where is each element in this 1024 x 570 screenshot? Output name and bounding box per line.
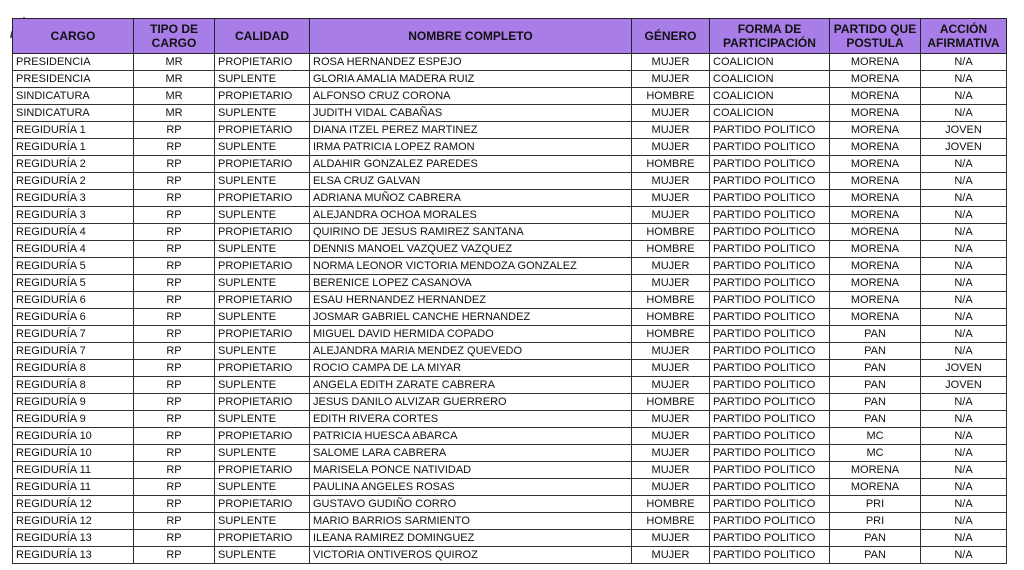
partido-cell: MORENA [830, 88, 921, 105]
cargo-cell: REGIDURÍA 8 [13, 377, 134, 394]
cargo-cell: REGIDURÍA 5 [13, 258, 134, 275]
accion-cell: N/A [921, 394, 1007, 411]
forma-cell: PARTIDO POLITICO [710, 479, 830, 496]
accion-cell: JOVEN [921, 122, 1007, 139]
tipo-cell: RP [134, 377, 215, 394]
forma-cell: PARTIDO POLITICO [710, 530, 830, 547]
partido-cell: MORENA [830, 173, 921, 190]
genero-cell: MUJER [632, 547, 710, 564]
nombre-cell: MARISELA PONCE NATIVIDAD [310, 462, 632, 479]
cargo-cell: REGIDURÍA 2 [13, 173, 134, 190]
table-row [13, 105, 1007, 122]
partido-cell: MC [830, 428, 921, 445]
partido-cell: MORENA [830, 190, 921, 207]
nombre-cell: DENNIS MANOEL VAZQUEZ VAZQUEZ [310, 241, 632, 258]
table-row [13, 513, 1007, 530]
partido-cell: PAN [830, 411, 921, 428]
header-calidad: CALIDAD [215, 19, 310, 54]
genero-cell: MUJER [632, 479, 710, 496]
forma-cell: PARTIDO POLITICO [710, 224, 830, 241]
nombre-cell: GLORIA AMALIA MADERA RUIZ [310, 71, 632, 88]
tipo-cell: RP [134, 445, 215, 462]
forma-cell: PARTIDO POLITICO [710, 173, 830, 190]
forma-cell: PARTIDO POLITICO [710, 309, 830, 326]
cargo-cell: REGIDURÍA 8 [13, 360, 134, 377]
tipo-cell: RP [134, 309, 215, 326]
tipo-cell: RP [134, 411, 215, 428]
forma-cell: PARTIDO POLITICO [710, 258, 830, 275]
nombre-cell: ESAU HERNANDEZ HERNANDEZ [310, 292, 632, 309]
nombre-cell: VICTORIA ONTIVEROS QUIROZ [310, 547, 632, 564]
table-row [13, 275, 1007, 292]
tipo-cell: RP [134, 292, 215, 309]
calidad-cell: PROPIETARIO [215, 292, 310, 309]
partido-cell: MORENA [830, 275, 921, 292]
nombre-cell: ALEJANDRA MARIA MENDEZ QUEVEDO [310, 343, 632, 360]
calidad-cell: SUPLENTE [215, 173, 310, 190]
genero-cell: HOMBRE [632, 326, 710, 343]
nombre-cell: ALDAHIR GONZALEZ PAREDES [310, 156, 632, 173]
forma-cell: COALICION [710, 88, 830, 105]
header-accion-afirmativa: ACCIÓN AFIRMATIVA [921, 19, 1007, 54]
genero-cell: HOMBRE [632, 394, 710, 411]
tipo-cell: RP [134, 326, 215, 343]
tipo-cell: RP [134, 530, 215, 547]
calidad-cell: PROPIETARIO [215, 224, 310, 241]
cargo-cell: REGIDURÍA 10 [13, 428, 134, 445]
tipo-cell: RP [134, 275, 215, 292]
nombre-cell: PAULINA ANGELES ROSAS [310, 479, 632, 496]
partido-cell: PAN [830, 394, 921, 411]
calidad-cell: PROPIETARIO [215, 190, 310, 207]
partido-cell: MORENA [830, 241, 921, 258]
forma-cell: PARTIDO POLITICO [710, 275, 830, 292]
tipo-cell: RP [134, 496, 215, 513]
table-row [13, 479, 1007, 496]
accion-cell: N/A [921, 547, 1007, 564]
calidad-cell: PROPIETARIO [215, 122, 310, 139]
genero-cell: HOMBRE [632, 309, 710, 326]
partido-cell: PAN [830, 547, 921, 564]
genero-cell: HOMBRE [632, 513, 710, 530]
table-row [13, 139, 1007, 156]
nombre-cell: MIGUEL DAVID HERMIDA COPADO [310, 326, 632, 343]
tipo-cell: MR [134, 105, 215, 122]
partido-cell: MORENA [830, 292, 921, 309]
calidad-cell: SUPLENTE [215, 105, 310, 122]
table-row [13, 309, 1007, 326]
accion-cell: N/A [921, 54, 1007, 71]
partido-cell: PAN [830, 326, 921, 343]
nombre-cell: BERENICE LOPEZ CASANOVA [310, 275, 632, 292]
genero-cell: MUJER [632, 377, 710, 394]
cargo-cell: REGIDURÍA 9 [13, 394, 134, 411]
table-row [13, 122, 1007, 139]
forma-cell: PARTIDO POLITICO [710, 428, 830, 445]
genero-cell: HOMBRE [632, 88, 710, 105]
genero-cell: MUJER [632, 139, 710, 156]
tipo-cell: RP [134, 513, 215, 530]
accion-cell: N/A [921, 105, 1007, 122]
partido-cell: MORENA [830, 479, 921, 496]
forma-cell: PARTIDO POLITICO [710, 445, 830, 462]
tipo-cell: RP [134, 343, 215, 360]
partido-cell: MORENA [830, 462, 921, 479]
genero-cell: MUJER [632, 207, 710, 224]
forma-cell: PARTIDO POLITICO [710, 394, 830, 411]
accion-cell: N/A [921, 156, 1007, 173]
genero-cell: HOMBRE [632, 292, 710, 309]
cargo-cell: PRESIDENCIA [13, 54, 134, 71]
cargo-cell: REGIDURÍA 7 [13, 343, 134, 360]
cargo-cell: REGIDURÍA 11 [13, 462, 134, 479]
partido-cell: PRI [830, 496, 921, 513]
accion-cell: N/A [921, 411, 1007, 428]
genero-cell: MUJER [632, 54, 710, 71]
forma-cell: PARTIDO POLITICO [710, 343, 830, 360]
tipo-cell: RP [134, 156, 215, 173]
accion-cell: N/A [921, 513, 1007, 530]
calidad-cell: SUPLENTE [215, 309, 310, 326]
table-row [13, 377, 1007, 394]
cargo-cell: REGIDURÍA 1 [13, 139, 134, 156]
genero-cell: MUJER [632, 275, 710, 292]
header-cargo: CARGO [13, 19, 134, 54]
candidates-table [12, 18, 1007, 564]
calidad-cell: PROPIETARIO [215, 156, 310, 173]
genero-cell: MUJER [632, 428, 710, 445]
tipo-cell: MR [134, 88, 215, 105]
accion-cell: N/A [921, 309, 1007, 326]
forma-cell: PARTIDO POLITICO [710, 190, 830, 207]
forma-cell: COALICION [710, 105, 830, 122]
forma-cell: PARTIDO POLITICO [710, 411, 830, 428]
table-row [13, 428, 1007, 445]
tipo-cell: RP [134, 394, 215, 411]
cargo-cell: REGIDURÍA 3 [13, 190, 134, 207]
table-row [13, 292, 1007, 309]
nombre-cell: JESUS DANILO ALVIZAR GUERRERO [310, 394, 632, 411]
calidad-cell: PROPIETARIO [215, 530, 310, 547]
calidad-cell: SUPLENTE [215, 343, 310, 360]
cargo-cell: REGIDURÍA 6 [13, 309, 134, 326]
calidad-cell: PROPIETARIO [215, 462, 310, 479]
tipo-cell: RP [134, 428, 215, 445]
accion-cell: JOVEN [921, 377, 1007, 394]
genero-cell: MUJER [632, 445, 710, 462]
cargo-cell: REGIDURÍA 10 [13, 445, 134, 462]
cargo-cell: REGIDURÍA 4 [13, 241, 134, 258]
tipo-cell: RP [134, 547, 215, 564]
calidad-cell: SUPLENTE [215, 241, 310, 258]
calidad-cell: SUPLENTE [215, 207, 310, 224]
tipo-cell: RP [134, 241, 215, 258]
tipo-cell: RP [134, 462, 215, 479]
table-row [13, 71, 1007, 88]
tipo-cell: MR [134, 54, 215, 71]
calidad-cell: PROPIETARIO [215, 326, 310, 343]
partido-cell: MORENA [830, 122, 921, 139]
partido-cell: MORENA [830, 309, 921, 326]
calidad-cell: PROPIETARIO [215, 428, 310, 445]
table-row [13, 326, 1007, 343]
partido-cell: PAN [830, 377, 921, 394]
forma-cell: COALICION [710, 71, 830, 88]
cargo-cell: REGIDURÍA 1 [13, 122, 134, 139]
cargo-cell: REGIDURÍA 4 [13, 224, 134, 241]
forma-cell: PARTIDO POLITICO [710, 496, 830, 513]
cargo-cell: REGIDURÍA 13 [13, 530, 134, 547]
accion-cell: N/A [921, 292, 1007, 309]
table-row [13, 173, 1007, 190]
genero-cell: MUJER [632, 258, 710, 275]
accion-cell: N/A [921, 445, 1007, 462]
table-row [13, 360, 1007, 377]
table-row [13, 156, 1007, 173]
accion-cell: N/A [921, 530, 1007, 547]
calidad-cell: SUPLENTE [215, 547, 310, 564]
partido-cell: PRI [830, 513, 921, 530]
partido-cell: MORENA [830, 156, 921, 173]
table-row [13, 343, 1007, 360]
calidad-cell: PROPIETARIO [215, 88, 310, 105]
calidad-cell: PROPIETARIO [215, 496, 310, 513]
table-row [13, 530, 1007, 547]
genero-cell: MUJER [632, 173, 710, 190]
partido-cell: PAN [830, 343, 921, 360]
forma-cell: PARTIDO POLITICO [710, 139, 830, 156]
table-row [13, 241, 1007, 258]
genero-cell: MUJER [632, 71, 710, 88]
partido-cell: MORENA [830, 105, 921, 122]
forma-cell: COALICION [710, 54, 830, 71]
partido-cell: MC [830, 445, 921, 462]
table-row [13, 258, 1007, 275]
partido-cell: MORENA [830, 54, 921, 71]
forma-cell: PARTIDO POLITICO [710, 462, 830, 479]
genero-cell: MUJER [632, 530, 710, 547]
nombre-cell: ILEANA RAMIREZ DOMINGUEZ [310, 530, 632, 547]
calidad-cell: SUPLENTE [215, 445, 310, 462]
nombre-cell: MARIO BARRIOS SARMIENTO [310, 513, 632, 530]
table-row [13, 411, 1007, 428]
cargo-cell: REGIDURÍA 6 [13, 292, 134, 309]
calidad-cell: PROPIETARIO [215, 394, 310, 411]
forma-cell: PARTIDO POLITICO [710, 326, 830, 343]
accion-cell: N/A [921, 224, 1007, 241]
nombre-cell: IRMA PATRICIA LOPEZ RAMON [310, 139, 632, 156]
nombre-cell: ELSA CRUZ GALVAN [310, 173, 632, 190]
calidad-cell: SUPLENTE [215, 479, 310, 496]
table-row [13, 190, 1007, 207]
tipo-cell: RP [134, 207, 215, 224]
nombre-cell: PATRICIA HUESCA ABARCA [310, 428, 632, 445]
table-row [13, 207, 1007, 224]
partido-cell: MORENA [830, 258, 921, 275]
cargo-cell: SINDICATURA [13, 88, 134, 105]
nombre-cell: ALEJANDRA OCHOA MORALES [310, 207, 632, 224]
genero-cell: MUJER [632, 411, 710, 428]
nombre-cell: GUSTAVO GUDIÑO CORRO [310, 496, 632, 513]
nombre-cell: JOSMAR GABRIEL CANCHE HERNANDEZ [310, 309, 632, 326]
cargo-cell: REGIDURÍA 13 [13, 547, 134, 564]
partido-cell: MORENA [830, 207, 921, 224]
forma-cell: PARTIDO POLITICO [710, 122, 830, 139]
nombre-cell: SALOME LARA CABRERA [310, 445, 632, 462]
header-row [13, 19, 1007, 54]
tipo-cell: RP [134, 258, 215, 275]
genero-cell: MUJER [632, 122, 710, 139]
accion-cell: N/A [921, 207, 1007, 224]
accion-cell: N/A [921, 343, 1007, 360]
accion-cell: N/A [921, 479, 1007, 496]
table-row [13, 445, 1007, 462]
nombre-cell: NORMA LEONOR VICTORIA MENDOZA GONZALEZ [310, 258, 632, 275]
cargo-cell: REGIDURÍA 2 [13, 156, 134, 173]
genero-cell: MUJER [632, 105, 710, 122]
table-row [13, 496, 1007, 513]
calidad-cell: PROPIETARIO [215, 54, 310, 71]
cargo-cell: REGIDURÍA 11 [13, 479, 134, 496]
accion-cell: N/A [921, 275, 1007, 292]
table-row [13, 88, 1007, 105]
nombre-cell: JUDITH VIDAL CABAÑAS [310, 105, 632, 122]
genero-cell: HOMBRE [632, 156, 710, 173]
header-partido-que-postula: PARTIDO QUE POSTULA [830, 19, 921, 54]
table-row [13, 224, 1007, 241]
calidad-cell: PROPIETARIO [215, 360, 310, 377]
tipo-cell: MR [134, 71, 215, 88]
cargo-cell: REGIDURÍA 5 [13, 275, 134, 292]
forma-cell: PARTIDO POLITICO [710, 241, 830, 258]
nombre-cell: QUIRINO DE JESUS RAMIREZ SANTANA [310, 224, 632, 241]
table-body [13, 54, 1007, 564]
genero-cell: MUJER [632, 462, 710, 479]
table-row [13, 547, 1007, 564]
genero-cell: MUJER [632, 343, 710, 360]
header-nombre-completo: NOMBRE COMPLETO [310, 19, 632, 54]
nombre-cell: ROCIO CAMPA DE LA MIYAR [310, 360, 632, 377]
nombre-cell: ADRIANA MUÑOZ CABRERA [310, 190, 632, 207]
nombre-cell: ROSA HERNANDEZ ESPEJO [310, 54, 632, 71]
partido-cell: MORENA [830, 139, 921, 156]
calidad-cell: SUPLENTE [215, 139, 310, 156]
genero-cell: HOMBRE [632, 241, 710, 258]
tipo-cell: RP [134, 122, 215, 139]
accion-cell: JOVEN [921, 139, 1007, 156]
cargo-cell: REGIDURÍA 12 [13, 513, 134, 530]
partido-cell: PAN [830, 360, 921, 377]
calidad-cell: SUPLENTE [215, 377, 310, 394]
calidad-cell: SUPLENTE [215, 71, 310, 88]
forma-cell: PARTIDO POLITICO [710, 207, 830, 224]
table-row [13, 54, 1007, 71]
nombre-cell: EDITH RIVERA CORTES [310, 411, 632, 428]
nombre-cell: ANGELA EDITH ZARATE CABRERA [310, 377, 632, 394]
genero-cell: MUJER [632, 360, 710, 377]
forma-cell: PARTIDO POLITICO [710, 360, 830, 377]
partido-cell: MORENA [830, 71, 921, 88]
cargo-cell: REGIDURÍA 9 [13, 411, 134, 428]
forma-cell: PARTIDO POLITICO [710, 292, 830, 309]
forma-cell: PARTIDO POLITICO [710, 377, 830, 394]
accion-cell: N/A [921, 71, 1007, 88]
header-forma-de-participacion: FORMA DE PARTICIPACIÓN [710, 19, 830, 54]
forma-cell: PARTIDO POLITICO [710, 547, 830, 564]
calidad-cell: SUPLENTE [215, 411, 310, 428]
accion-cell: N/A [921, 88, 1007, 105]
nombre-cell: DIANA ITZEL PEREZ MARTINEZ [310, 122, 632, 139]
genero-cell: MUJER [632, 190, 710, 207]
partido-cell: MORENA [830, 224, 921, 241]
accion-cell: N/A [921, 173, 1007, 190]
tipo-cell: RP [134, 479, 215, 496]
tipo-cell: RP [134, 173, 215, 190]
cargo-cell: PRESIDENCIA [13, 71, 134, 88]
accion-cell: N/A [921, 462, 1007, 479]
partido-cell: PAN [830, 530, 921, 547]
accion-cell: N/A [921, 496, 1007, 513]
tipo-cell: RP [134, 190, 215, 207]
table-row [13, 394, 1007, 411]
cargo-cell: REGIDURÍA 7 [13, 326, 134, 343]
nombre-cell: ALFONSO CRUZ CORONA [310, 88, 632, 105]
tipo-cell: RP [134, 224, 215, 241]
genero-cell: HOMBRE [632, 224, 710, 241]
accion-cell: N/A [921, 190, 1007, 207]
table-row [13, 462, 1007, 479]
header-genero: GÉNERO [632, 19, 710, 54]
cargo-cell: REGIDURÍA 12 [13, 496, 134, 513]
header-tipo-de-cargo: TIPO DE CARGO [134, 19, 215, 54]
accion-cell: N/A [921, 258, 1007, 275]
cargo-cell: REGIDURÍA 3 [13, 207, 134, 224]
accion-cell: N/A [921, 241, 1007, 258]
tipo-cell: RP [134, 360, 215, 377]
accion-cell: JOVEN [921, 360, 1007, 377]
genero-cell: HOMBRE [632, 496, 710, 513]
calidad-cell: PROPIETARIO [215, 258, 310, 275]
calidad-cell: SUPLENTE [215, 275, 310, 292]
tipo-cell: RP [134, 139, 215, 156]
forma-cell: PARTIDO POLITICO [710, 156, 830, 173]
accion-cell: N/A [921, 428, 1007, 445]
calidad-cell: SUPLENTE [215, 513, 310, 530]
cargo-cell: SINDICATURA [13, 105, 134, 122]
accion-cell: N/A [921, 326, 1007, 343]
forma-cell: PARTIDO POLITICO [710, 513, 830, 530]
